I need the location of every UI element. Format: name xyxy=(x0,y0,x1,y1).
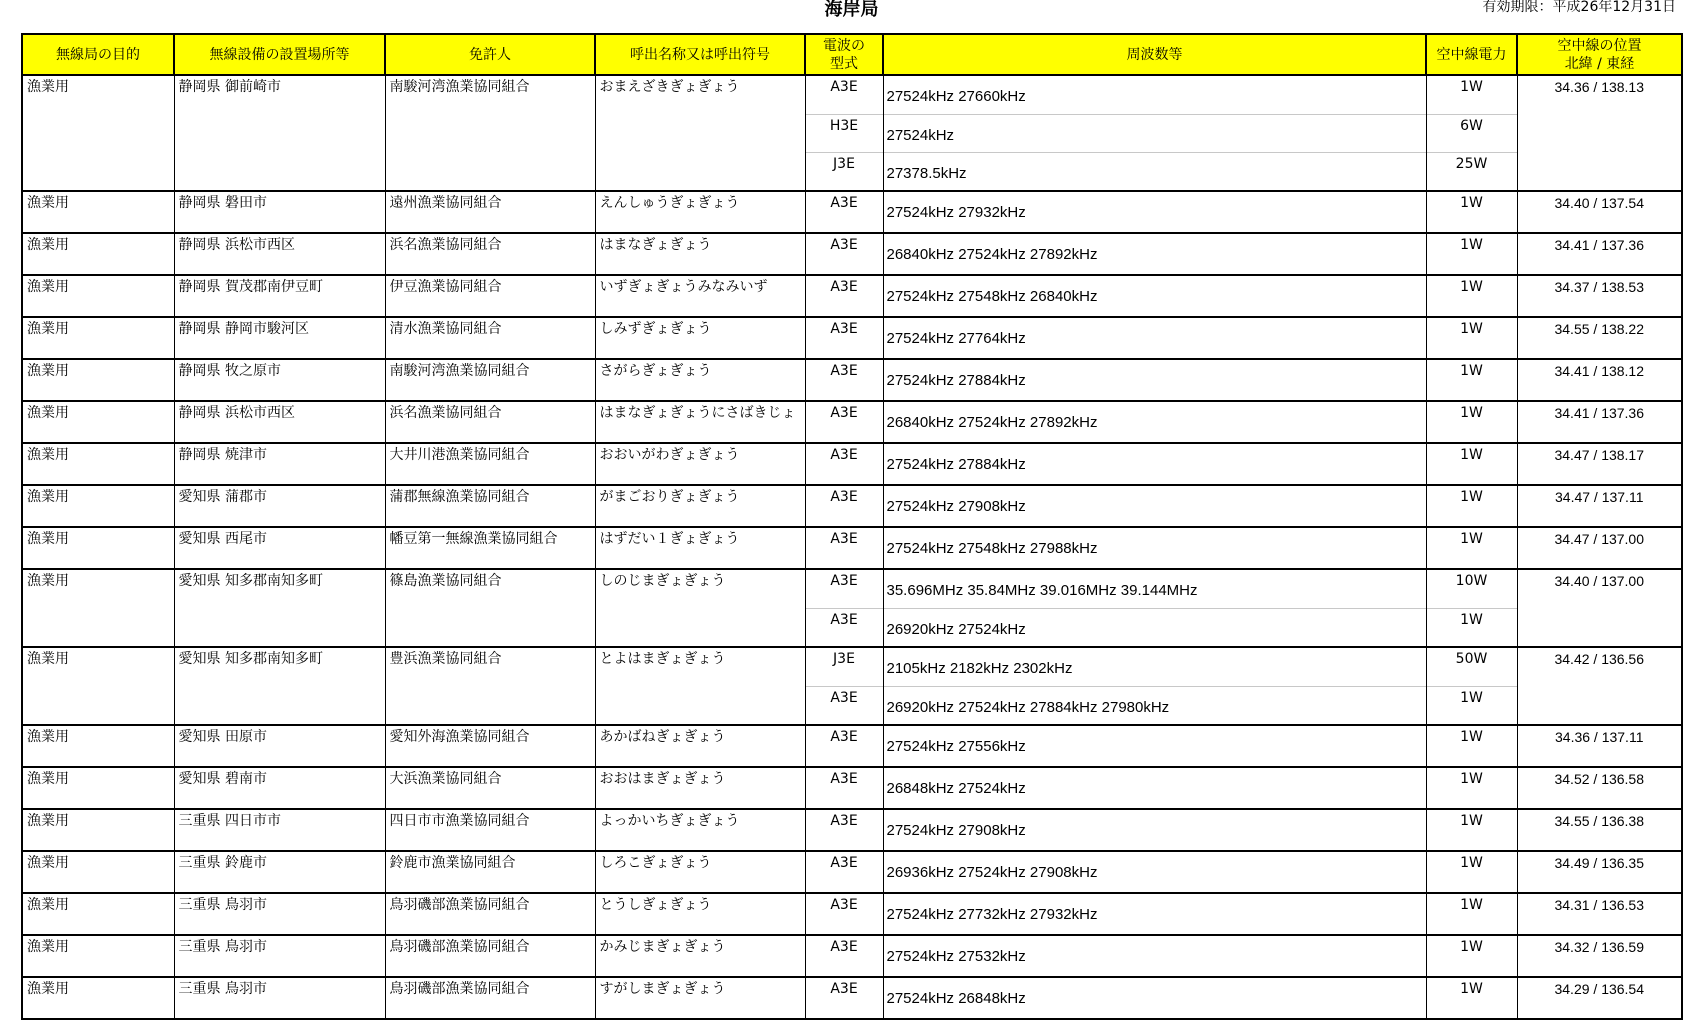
power-value-cell xyxy=(1426,809,1517,851)
callsign-cell: はまなぎょぎょうにさばきじょ xyxy=(595,401,805,443)
table-row xyxy=(22,935,1682,977)
power-value: 1W xyxy=(1460,489,1483,505)
licensee-cell: 伊豆漁業協同組合 xyxy=(385,275,595,317)
position-cell: 34.32 / 136.59 xyxy=(1517,935,1682,977)
location-cell: 静岡県 賀茂郡南伊豆町 xyxy=(174,275,385,317)
location-cell: 愛知県 田原市 xyxy=(174,725,385,767)
table-row xyxy=(22,233,1682,275)
emission-value: A3E xyxy=(830,939,858,955)
emission-value-cell xyxy=(805,647,883,725)
table-row xyxy=(22,569,1682,647)
emission-value: A3E xyxy=(830,195,858,211)
emission-value: A3E xyxy=(830,79,858,95)
power-value-cell xyxy=(1426,359,1517,401)
purpose-cell: 漁業用 xyxy=(22,977,174,1019)
position-cell: 34.42 / 136.56 xyxy=(1517,647,1682,725)
callsign-cell: いずぎょぎょうみなみいず xyxy=(595,275,805,317)
licensee-cell: 大浜漁業協同組合 xyxy=(385,767,595,809)
position-cell: 34.40 / 137.00 xyxy=(1517,569,1682,647)
licensee-cell: 鳥羽磯部漁業協同組合 xyxy=(385,935,595,977)
position-cell: 34.37 / 138.53 xyxy=(1517,275,1682,317)
frequency-value: 27524kHz 27908kHz xyxy=(886,822,1026,839)
frequency-value: 35.696MHz 35.84MHz 39.016MHz 39.144MHz xyxy=(886,582,1198,599)
power-value: 1W xyxy=(1460,531,1483,547)
position-cell: 34.40 / 137.54 xyxy=(1517,191,1682,233)
frequency-value: 27524kHz xyxy=(884,114,1426,152)
page-title: 海岸局 xyxy=(824,0,879,20)
location-cell: 愛知県 知多郡南知多町 xyxy=(174,647,385,725)
location-cell: 三重県 鈴鹿市 xyxy=(174,851,385,893)
emission-value-cell xyxy=(805,767,883,809)
power-value: 1W xyxy=(1460,363,1483,379)
emission-value: A3E xyxy=(830,279,858,295)
callsign-cell: はまなぎょぎょう xyxy=(595,233,805,275)
power-value: 1W xyxy=(1427,686,1517,724)
emission-value: A3E xyxy=(830,405,858,421)
frequency-value: 26936kHz 27524kHz 27908kHz xyxy=(886,864,1098,881)
table-row xyxy=(22,401,1682,443)
emission-value: A3E xyxy=(830,321,858,337)
emission-value-cell xyxy=(805,359,883,401)
header-licensee: 免許人 xyxy=(385,34,595,75)
emission-value: A3E xyxy=(806,686,883,724)
licensee-cell: 浜名漁業協同組合 xyxy=(385,233,595,275)
frequency-value: 27524kHz 26848kHz xyxy=(886,990,1026,1007)
callsign-cell: がまごおりぎょぎょう xyxy=(595,485,805,527)
power-value: 1W xyxy=(1460,855,1483,871)
table-row xyxy=(22,485,1682,527)
power-value: 1W xyxy=(1460,939,1483,955)
emission-value-cell xyxy=(805,569,883,647)
licensee-cell: 浜名漁業協同組合 xyxy=(385,401,595,443)
purpose-cell: 漁業用 xyxy=(22,647,174,725)
frequency-value-cell xyxy=(883,401,1426,443)
frequency-value-cell xyxy=(883,809,1426,851)
callsign-cell: しのじまぎょぎょう xyxy=(595,569,805,647)
position-cell: 34.47 / 137.11 xyxy=(1517,485,1682,527)
emission-value-cell xyxy=(805,935,883,977)
table-row xyxy=(22,527,1682,569)
frequency-value-cell xyxy=(883,443,1426,485)
callsign-cell: よっかいちぎょぎょう xyxy=(595,809,805,851)
frequency-value-cell xyxy=(883,527,1426,569)
table-row xyxy=(22,647,1682,725)
power-value-cell xyxy=(1426,527,1517,569)
purpose-cell: 漁業用 xyxy=(22,317,174,359)
emission-value: A3E xyxy=(830,897,858,913)
frequency-value: 2105kHz 2182kHz 2302kHz xyxy=(886,660,1073,677)
power-value: 1W xyxy=(1460,321,1483,337)
emission-value: A3E xyxy=(830,237,858,253)
purpose-cell: 漁業用 xyxy=(22,569,174,647)
location-cell: 静岡県 静岡市駿河区 xyxy=(174,317,385,359)
power-value: 1W xyxy=(1460,405,1483,421)
licensee-cell: 南駿河湾漁業協同組合 xyxy=(385,75,595,191)
purpose-cell: 漁業用 xyxy=(22,233,174,275)
header-emission: 電波の 型式 xyxy=(805,34,883,75)
location-cell: 三重県 鳥羽市 xyxy=(174,977,385,1019)
licensee-cell: 遠州漁業協同組合 xyxy=(385,191,595,233)
emission-value: J3E xyxy=(806,152,883,190)
power-value: 1W xyxy=(1460,729,1483,745)
frequency-value-cell xyxy=(883,359,1426,401)
emission-value: A3E xyxy=(830,813,858,829)
power-value: 1W xyxy=(1460,897,1483,913)
frequency-value-cell xyxy=(883,569,1426,647)
purpose-cell: 漁業用 xyxy=(22,725,174,767)
power-value-cell xyxy=(1426,647,1517,725)
frequency-value-cell xyxy=(883,893,1426,935)
frequency-value-cell xyxy=(883,233,1426,275)
location-cell: 静岡県 浜松市西区 xyxy=(174,233,385,275)
power-value-cell xyxy=(1426,767,1517,809)
power-value-cell xyxy=(1426,725,1517,767)
callsign-cell: おおはまぎょぎょう xyxy=(595,767,805,809)
licensee-cell: 大井川港漁業協同組合 xyxy=(385,443,595,485)
power-value-cell xyxy=(1426,569,1517,647)
power-value: 1W xyxy=(1427,608,1517,646)
power-value: 1W xyxy=(1460,813,1483,829)
emission-value-cell xyxy=(805,851,883,893)
emission-value-cell xyxy=(805,527,883,569)
frequency-value: 27524kHz 27532kHz xyxy=(886,948,1026,965)
licensee-cell: 南駿河湾漁業協同組合 xyxy=(385,359,595,401)
power-value: 1W xyxy=(1460,447,1483,463)
frequency-value-cell xyxy=(883,977,1426,1019)
licensee-cell: 鳥羽磯部漁業協同組合 xyxy=(385,893,595,935)
power-value-cell xyxy=(1426,191,1517,233)
callsign-cell: かみじまぎょぎょう xyxy=(595,935,805,977)
table-row xyxy=(22,977,1682,1019)
header-power: 空中線電力 xyxy=(1426,34,1517,75)
table-body xyxy=(22,75,1682,1019)
power-value-cell xyxy=(1426,317,1517,359)
purpose-cell: 漁業用 xyxy=(22,485,174,527)
emission-value-cell xyxy=(805,485,883,527)
licensee-cell: 愛知外海漁業協同組合 xyxy=(385,725,595,767)
table-row xyxy=(22,443,1682,485)
emission-value: H3E xyxy=(806,114,883,152)
location-cell: 三重県 鳥羽市 xyxy=(174,893,385,935)
frequency-value-cell xyxy=(883,75,1426,191)
power-value: 1W xyxy=(1460,237,1483,253)
callsign-cell: しみずぎょぎょう xyxy=(595,317,805,359)
frequency-value: 26840kHz 27524kHz 27892kHz xyxy=(886,246,1098,263)
emission-value: A3E xyxy=(830,981,858,997)
emission-value: A3E xyxy=(830,855,858,871)
emission-value-cell xyxy=(805,443,883,485)
frequency-value: 27524kHz 27548kHz 27988kHz xyxy=(886,540,1098,557)
emission-value-cell xyxy=(805,809,883,851)
location-cell: 静岡県 焼津市 xyxy=(174,443,385,485)
position-cell: 34.41 / 137.36 xyxy=(1517,233,1682,275)
licensee-cell: 清水漁業協同組合 xyxy=(385,317,595,359)
callsign-cell: おおいがわぎょぎょう xyxy=(595,443,805,485)
callsign-cell: さがらぎょぎょう xyxy=(595,359,805,401)
emission-value-cell xyxy=(805,75,883,191)
location-cell: 愛知県 西尾市 xyxy=(174,527,385,569)
power-value-cell xyxy=(1426,75,1517,191)
licensee-cell: 篠島漁業協同組合 xyxy=(385,569,595,647)
frequency-value: 27524kHz 27732kHz 27932kHz xyxy=(886,906,1098,923)
header-callsign: 呼出名称又は呼出符号 xyxy=(595,34,805,75)
power-value: 10W xyxy=(1455,573,1488,589)
table-row xyxy=(22,851,1682,893)
emission-value-cell xyxy=(805,317,883,359)
location-cell: 三重県 四日市市 xyxy=(174,809,385,851)
emission-value: A3E xyxy=(830,729,858,745)
purpose-cell: 漁業用 xyxy=(22,851,174,893)
frequency-value: 27378.5kHz xyxy=(884,152,1426,190)
purpose-cell: 漁業用 xyxy=(22,75,174,191)
licensee-cell: 鈴鹿市漁業協同組合 xyxy=(385,851,595,893)
callsign-cell: とよはまぎょぎょう xyxy=(595,647,805,725)
power-value: 1W xyxy=(1460,79,1483,95)
emission-value: A3E xyxy=(806,608,883,646)
frequency-value: 26920kHz 27524kHz xyxy=(884,608,1426,646)
power-value-cell xyxy=(1426,851,1517,893)
power-value: 6W xyxy=(1427,114,1517,152)
position-cell: 34.36 / 137.11 xyxy=(1517,725,1682,767)
position-cell: 34.47 / 137.00 xyxy=(1517,527,1682,569)
purpose-cell: 漁業用 xyxy=(22,893,174,935)
table-row xyxy=(22,359,1682,401)
power-value-cell xyxy=(1426,935,1517,977)
emission-value-cell xyxy=(805,725,883,767)
emission-value: A3E xyxy=(830,489,858,505)
purpose-cell: 漁業用 xyxy=(22,275,174,317)
location-cell: 静岡県 浜松市西区 xyxy=(174,401,385,443)
frequency-value-cell xyxy=(883,647,1426,725)
frequency-value: 26848kHz 27524kHz xyxy=(886,780,1026,797)
table-row xyxy=(22,809,1682,851)
purpose-cell: 漁業用 xyxy=(22,767,174,809)
emission-value: A3E xyxy=(830,771,858,787)
frequency-value-cell xyxy=(883,485,1426,527)
frequency-value: 27524kHz 27884kHz xyxy=(886,372,1026,389)
emission-value-cell xyxy=(805,977,883,1019)
callsign-cell: えんしゅうぎょぎょう xyxy=(595,191,805,233)
frequency-value: 27524kHz 27884kHz xyxy=(886,456,1026,473)
position-cell: 34.41 / 137.36 xyxy=(1517,401,1682,443)
licensee-cell: 幡豆第一無線漁業協同組合 xyxy=(385,527,595,569)
purpose-cell: 漁業用 xyxy=(22,527,174,569)
table-row xyxy=(22,275,1682,317)
location-cell: 愛知県 知多郡南知多町 xyxy=(174,569,385,647)
power-value: 50W xyxy=(1455,651,1488,667)
emission-value-cell xyxy=(805,191,883,233)
licensee-cell: 四日市市漁業協同組合 xyxy=(385,809,595,851)
callsign-cell: はずだい１ぎょぎょう xyxy=(595,527,805,569)
power-value: 1W xyxy=(1460,981,1483,997)
emission-value: A3E xyxy=(830,447,858,463)
callsign-cell: しろこぎょぎょう xyxy=(595,851,805,893)
header-frequency: 周波数等 xyxy=(883,34,1426,75)
emission-value-cell xyxy=(805,893,883,935)
frequency-value: 27524kHz 27764kHz xyxy=(886,330,1026,347)
position-cell: 34.49 / 136.35 xyxy=(1517,851,1682,893)
frequency-value: 26840kHz 27524kHz 27892kHz xyxy=(886,414,1098,431)
emission-value-cell xyxy=(805,401,883,443)
power-value-cell xyxy=(1426,977,1517,1019)
power-value: 1W xyxy=(1460,771,1483,787)
purpose-cell: 漁業用 xyxy=(22,401,174,443)
location-cell: 愛知県 蒲郡市 xyxy=(174,485,385,527)
table-row xyxy=(22,317,1682,359)
position-cell: 34.52 / 136.58 xyxy=(1517,767,1682,809)
header-location: 無線設備の設置場所等 xyxy=(174,34,385,75)
table-row xyxy=(22,75,1682,191)
frequency-value: 27524kHz 27932kHz xyxy=(886,204,1026,221)
purpose-cell: 漁業用 xyxy=(22,935,174,977)
table-row xyxy=(22,725,1682,767)
emission-value-cell xyxy=(805,275,883,317)
purpose-cell: 漁業用 xyxy=(22,443,174,485)
power-value: 1W xyxy=(1460,195,1483,211)
licensee-cell: 鳥羽磯部漁業協同組合 xyxy=(385,977,595,1019)
power-value-cell xyxy=(1426,233,1517,275)
table-row xyxy=(22,191,1682,233)
frequency-value-cell xyxy=(883,275,1426,317)
location-cell: 静岡県 牧之原市 xyxy=(174,359,385,401)
frequency-value-cell xyxy=(883,935,1426,977)
licensee-cell: 豊浜漁業協同組合 xyxy=(385,647,595,725)
emission-value: A3E xyxy=(830,363,858,379)
power-value-cell xyxy=(1426,485,1517,527)
power-value-cell xyxy=(1426,893,1517,935)
power-value: 25W xyxy=(1427,152,1517,190)
emission-value-cell xyxy=(805,233,883,275)
callsign-cell: あかばねぎょぎょう xyxy=(595,725,805,767)
position-cell: 34.29 / 136.54 xyxy=(1517,977,1682,1019)
validity-date: 有効期限：平成26年12月31日 xyxy=(1482,0,1676,15)
emission-value: A3E xyxy=(830,531,858,547)
callsign-cell: すがしまぎょぎょう xyxy=(595,977,805,1019)
frequency-value-cell xyxy=(883,191,1426,233)
position-cell: 34.55 / 138.22 xyxy=(1517,317,1682,359)
power-value-cell xyxy=(1426,443,1517,485)
purpose-cell: 漁業用 xyxy=(22,359,174,401)
power-value-cell xyxy=(1426,275,1517,317)
table-row xyxy=(22,767,1682,809)
frequency-value: 27524kHz 27556kHz xyxy=(886,738,1026,755)
frequency-value: 27524kHz 27548kHz 26840kHz xyxy=(886,288,1098,305)
table-row xyxy=(22,893,1682,935)
emission-value: A3E xyxy=(830,573,858,589)
frequency-value-cell xyxy=(883,767,1426,809)
frequency-value-cell xyxy=(883,317,1426,359)
purpose-cell: 漁業用 xyxy=(22,809,174,851)
header-position: 空中線の位置 北緯 / 東経 xyxy=(1517,34,1682,75)
purpose-cell: 漁業用 xyxy=(22,191,174,233)
frequency-value: 27524kHz 27660kHz xyxy=(886,88,1026,105)
frequency-value: 27524kHz 27908kHz xyxy=(886,498,1026,515)
frequency-value: 26920kHz 27524kHz 27884kHz 27980kHz xyxy=(884,686,1426,724)
position-cell: 34.36 / 138.13 xyxy=(1517,75,1682,191)
position-cell: 34.41 / 138.12 xyxy=(1517,359,1682,401)
position-cell: 34.55 / 136.38 xyxy=(1517,809,1682,851)
coast-station-table xyxy=(21,33,1683,1020)
location-cell: 静岡県 御前崎市 xyxy=(174,75,385,191)
callsign-cell: とうしぎょぎょう xyxy=(595,893,805,935)
frequency-value-cell xyxy=(883,851,1426,893)
table-header xyxy=(22,34,1682,75)
position-cell: 34.47 / 138.17 xyxy=(1517,443,1682,485)
callsign-cell: おまえざきぎょぎょう xyxy=(595,75,805,191)
location-cell: 三重県 鳥羽市 xyxy=(174,935,385,977)
power-value-cell xyxy=(1426,401,1517,443)
power-value: 1W xyxy=(1460,279,1483,295)
location-cell: 愛知県 碧南市 xyxy=(174,767,385,809)
frequency-value-cell xyxy=(883,725,1426,767)
emission-value: J3E xyxy=(833,651,855,667)
location-cell: 静岡県 磐田市 xyxy=(174,191,385,233)
position-cell: 34.31 / 136.53 xyxy=(1517,893,1682,935)
licensee-cell: 蒲郡無線漁業協同組合 xyxy=(385,485,595,527)
header-purpose: 無線局の目的 xyxy=(22,34,174,75)
